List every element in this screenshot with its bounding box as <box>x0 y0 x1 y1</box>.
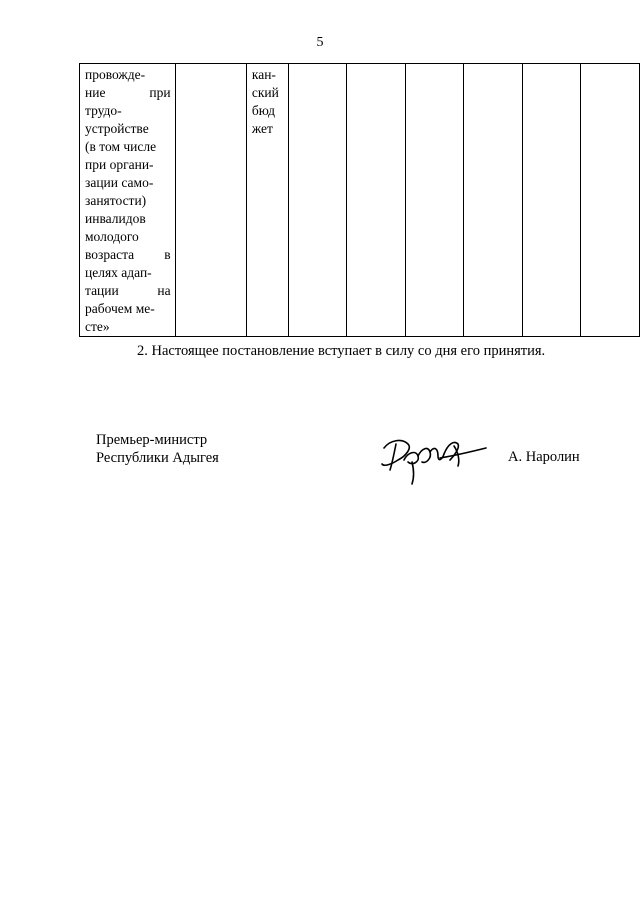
cell-line: трудо- <box>85 103 122 118</box>
cell-line: целях адап- <box>85 265 152 280</box>
page-number: 5 <box>316 35 324 50</box>
cell-line: инвалидов <box>85 211 146 226</box>
cell-line: молодого <box>85 229 139 244</box>
cell-line: бюд <box>251 103 275 118</box>
table-cell <box>581 64 640 337</box>
handwritten-signature <box>378 434 490 486</box>
table-cell <box>347 64 406 337</box>
signatory-title <box>96 431 219 467</box>
cell-line: ский <box>251 85 279 100</box>
cell-line: сте» <box>85 319 110 334</box>
signatory-title-line: Премьер-министр <box>96 432 208 448</box>
cell-line: занятости) <box>85 193 147 208</box>
table-cell <box>405 64 464 337</box>
clause-text: 2. Настоящее постановление вступает в силу со дня его принятия. <box>137 343 546 359</box>
signatory-title-line: Республики Адыгея <box>96 450 219 466</box>
table-cell-budget <box>246 64 288 337</box>
cell-line: зации само- <box>85 175 154 190</box>
cell-line: провожде- <box>85 67 146 82</box>
cell-line: жет <box>251 121 273 136</box>
table-cell <box>522 64 581 337</box>
cell-line: кан- <box>251 67 276 82</box>
cell-line: при органи- <box>85 157 154 172</box>
cell-line: ние при <box>85 85 171 100</box>
signatory-name: А. Наролин <box>508 449 580 465</box>
table-cell <box>175 64 246 337</box>
table-cell <box>288 64 347 337</box>
continuation-table <box>79 63 640 337</box>
table-cell-measure <box>80 64 176 337</box>
cell-line: тации на <box>85 283 171 298</box>
cell-line: рабочем ме- <box>85 301 155 316</box>
cell-line: (в том числе <box>85 139 157 154</box>
table-row <box>80 64 640 337</box>
cell-line: устройстве <box>85 121 149 136</box>
cell-line: возраста в <box>85 247 171 262</box>
table-cell <box>464 64 523 337</box>
